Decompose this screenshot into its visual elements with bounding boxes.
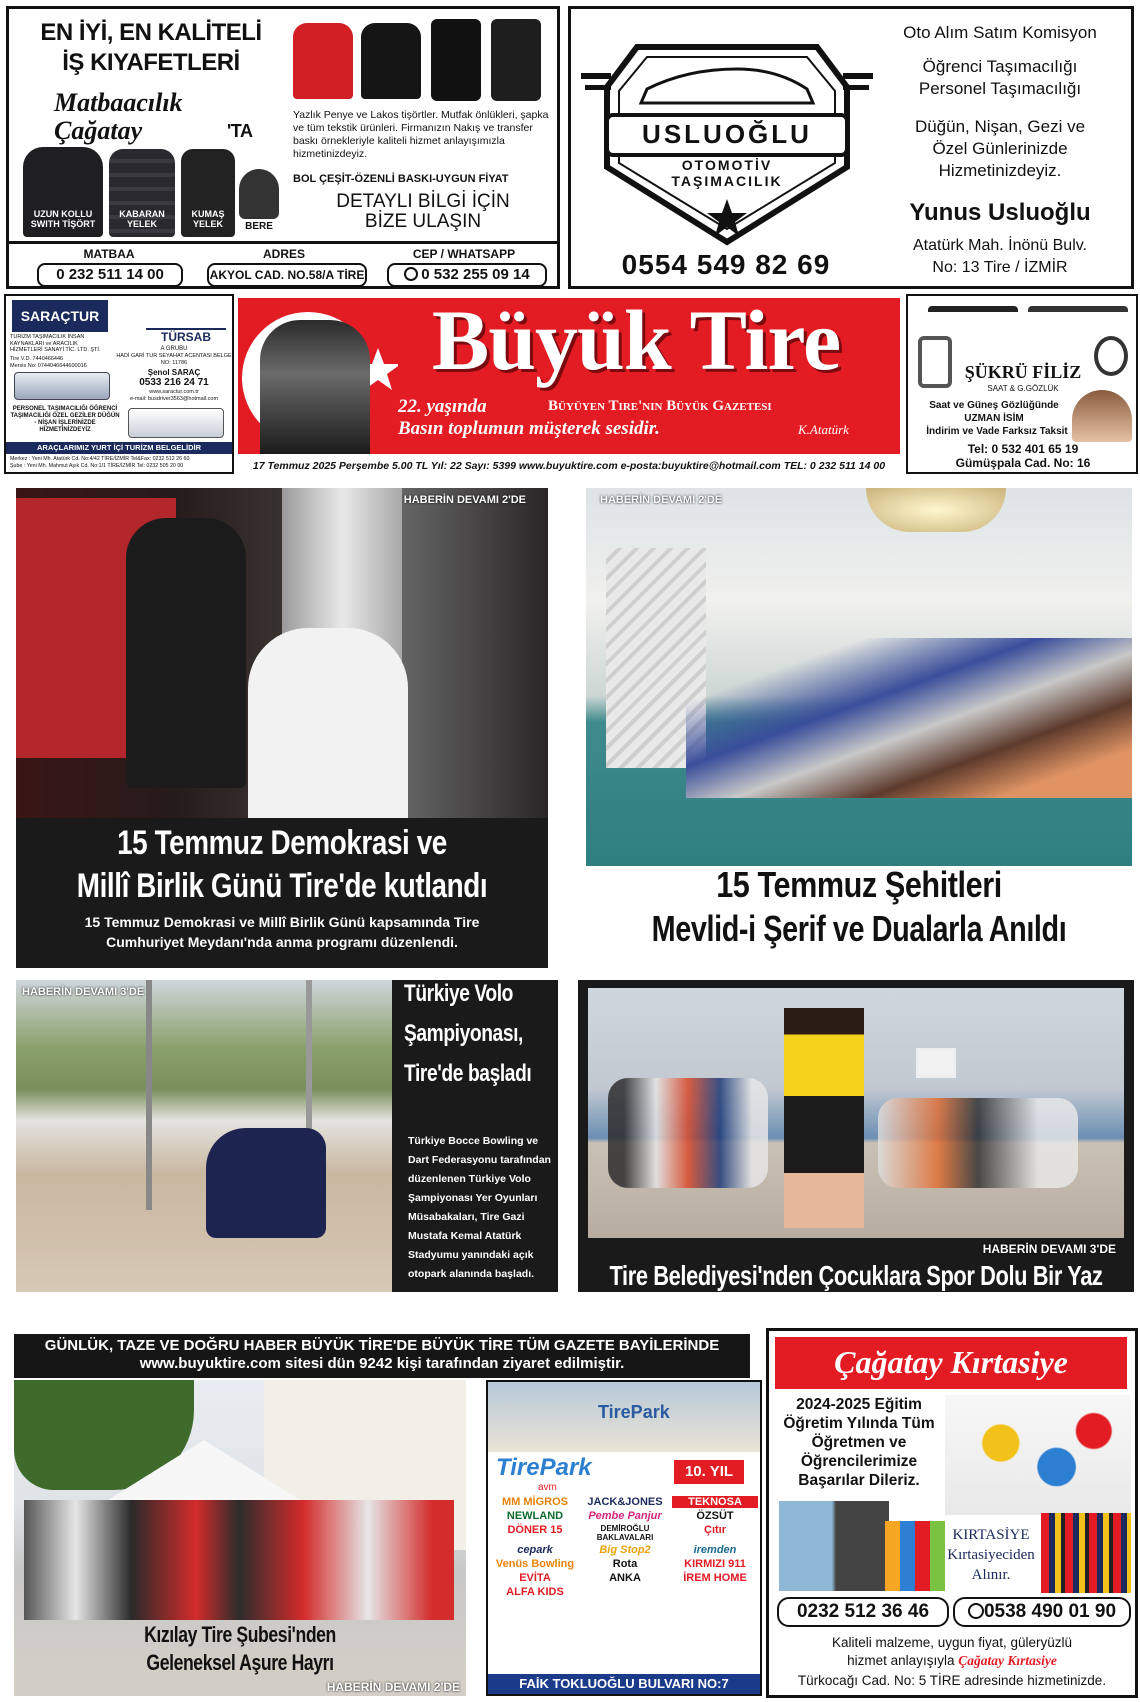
apron-image bbox=[491, 19, 541, 101]
brand-logo: Çıtır bbox=[704, 1524, 726, 1536]
person-photo bbox=[1072, 390, 1132, 442]
beanie-image bbox=[239, 169, 279, 219]
usluoglu-line-5: Özel Günlerinizde bbox=[932, 139, 1068, 158]
tursab-logo: TÜRSAB bbox=[146, 328, 226, 344]
saractur-web: www.saractur.com.tr bbox=[149, 389, 199, 395]
story-spor-photo bbox=[588, 988, 1124, 1238]
sunglasses-image bbox=[928, 306, 1018, 328]
sukru-filiz-line-2: UZMAN İSİM bbox=[964, 413, 1024, 424]
saractur-contact-phone: 0533 216 24 71 bbox=[139, 377, 209, 388]
usluoglu-address-1: Atatürk Mah. İnönü Bulv. bbox=[912, 237, 1087, 254]
product-label: UZUN KOLLU SWITH TİŞÖRT bbox=[30, 209, 96, 229]
logo-suffix: 'TA bbox=[227, 121, 253, 141]
story-sehitler bbox=[586, 488, 1132, 968]
story-demokrasi-summary-1: 15 Temmuz Demokrasi ve Millî Birlik Günü kapsamında Tire bbox=[84, 914, 480, 930]
story-volo-body: Türkiye Bocce Bowling ve Dart Federasyonu tarafından düzenlenen Türkiye Volo Şampiyonası Yer Oyunları Müsabakaları, Tire Gazi Mustafa Kemal Atatürk Stadyumu yanındaki açık otopark alanında başladı. bbox=[408, 1135, 551, 1280]
ad-promo: BOL ÇEŞİT-ÖZENLİ BASKI-UYGUN FİYAT bbox=[293, 173, 509, 185]
school-supplies-image bbox=[945, 1395, 1131, 1515]
story-volo-headline-3: Tire'de başladı bbox=[404, 1060, 532, 1087]
red-polo-image bbox=[293, 23, 353, 99]
kirtasiye-footer-brand: Çağatay Kırtasiye bbox=[958, 1653, 1057, 1668]
story-sehitler-tag: HABERİN DEVAMI 2'DE bbox=[600, 494, 723, 506]
masthead-dateline: 17 Temmuz 2025 Perşembe 5.00 TL Yıl: 22 Sayı: 5399 www.buyuktire.com e-posta:buyuktire@hotmail.com TEL: 0 232 511 14 00 bbox=[252, 460, 886, 472]
bottles-image bbox=[885, 1521, 945, 1591]
brand-logo: İREM HOME bbox=[683, 1572, 747, 1584]
player-image bbox=[206, 1128, 326, 1238]
saractur-logo: SARAÇTUR bbox=[12, 300, 108, 332]
sukru-filiz-brand: ŞÜKRÜ FİLİZ bbox=[964, 362, 1082, 382]
apron-image bbox=[431, 19, 481, 101]
saractur-mersis: Mersis No: 0744046644600016 bbox=[10, 363, 87, 369]
tirepark-logo: TirePark bbox=[496, 1454, 592, 1481]
brand-logo: EVİTA bbox=[519, 1572, 551, 1584]
whatsapp-icon bbox=[968, 1603, 984, 1619]
story-spor-tag: HABERİN DEVAMI 3'DE bbox=[982, 1242, 1116, 1256]
story-demokrasi-headline-box bbox=[16, 818, 548, 968]
minibus-image bbox=[128, 408, 224, 438]
story-volo-headline-1: Türkiye Volo bbox=[404, 980, 514, 1007]
tursab-agency: HADİ GARİ TUR SEYAHAT ACENTASI BELGE NO: 11786 bbox=[116, 353, 232, 366]
brand-logo: ÖZSÜT bbox=[696, 1510, 734, 1522]
ataturk-signature: K.Atatürk bbox=[798, 422, 849, 437]
ad-cagatay-matbaa bbox=[6, 6, 560, 289]
sukru-filiz-line-3: İndirim ve Vade Farksız Taksit bbox=[926, 426, 1068, 437]
saractur-company: TURİZM TAŞIMACILIK İNSAN KAYNAKLARI ve ARACILIK HİZMETLERİ SANAYİ TİC. LTD. ŞTİ. bbox=[10, 334, 101, 353]
ad-info-2: BİZE ULAŞIN bbox=[364, 211, 482, 232]
ad-headline-2: İŞ KIYAFETLERİ bbox=[62, 49, 240, 76]
kids-players-image bbox=[608, 1078, 768, 1188]
brand-logo: TEKNOSA bbox=[672, 1496, 758, 1508]
cagatay-matbaa-logo: Matbaacılık Çağatay bbox=[54, 88, 183, 145]
watch-image bbox=[918, 336, 952, 388]
sukru-filiz-brand-sub: SAAT & G.GÖZLÜK bbox=[987, 384, 1059, 393]
light-pole-image bbox=[146, 980, 152, 1210]
ad-sukru-filiz bbox=[906, 294, 1138, 474]
saractur-addr-merkez: Merkez : Yeni Mh. Atatürk Cd. No:4/42 TİRE/İZMİR Tel&Fax: 0232 512 26 60 bbox=[10, 456, 190, 462]
product-label: KUMAŞ YELEK bbox=[191, 209, 225, 229]
brand-logo: MM MİGROS bbox=[502, 1496, 568, 1508]
kirtasiye-brand: Çağatay Kırtasiye bbox=[775, 1337, 1127, 1389]
story-demokrasi-summary-2: Cumhuriyet Meydanı'nda anma programı düzenlendi. bbox=[106, 934, 458, 950]
usluoglu-phone: 0554 549 82 69 bbox=[621, 249, 831, 280]
sunglasses-image bbox=[1028, 306, 1128, 328]
ad-cagatay-kirtasiye bbox=[766, 1328, 1138, 1698]
brand-logo: ANKA bbox=[609, 1572, 641, 1584]
worshippers-image bbox=[686, 638, 1132, 798]
masthead-motto: Basın toplumun müşterek sesidir. bbox=[398, 418, 660, 439]
ad-saractur bbox=[4, 294, 234, 474]
brand-logo: Big Stop2 bbox=[599, 1544, 651, 1556]
masthead bbox=[238, 298, 900, 454]
brand-logo: NEWLAND bbox=[506, 1510, 564, 1522]
brand-logo: JACK&JONES bbox=[587, 1496, 663, 1508]
saractur-tax: Tire V.D. 7440466446 bbox=[10, 356, 64, 362]
usluoglu-badge-sub: OTOMOTİV TAŞIMACILIK bbox=[671, 157, 783, 189]
kirtasiye-label-1: KIRTASİYE bbox=[952, 1527, 1030, 1543]
saractur-contact-name: Şenol SARAÇ bbox=[147, 368, 201, 377]
watch-image bbox=[1094, 336, 1128, 376]
usluoglu-line-4: Düğün, Nişan, Gezi ve bbox=[914, 117, 1086, 136]
sukru-filiz-phone: Tel: 0 532 401 65 19 bbox=[967, 442, 1079, 456]
masthead-title: Büyük Tire bbox=[431, 298, 841, 388]
usluoglu-line-6: Hizmetinizdeyiz. bbox=[938, 161, 1062, 180]
story-volo bbox=[16, 980, 558, 1292]
story-demokrasi bbox=[16, 488, 548, 968]
tirepark-photo bbox=[488, 1382, 760, 1452]
saractur-addr-sube: Şube : Yeni Mh. Mahmut Aşık Cd. No:1/1 TİRE/İZMİR Tel: 0232 505 20 00 bbox=[10, 463, 184, 469]
brand-logo: ALFA KIDS bbox=[506, 1586, 564, 1598]
banner-line-1: GÜNLÜK, TAZE VE DOĞRU HABER BÜYÜK TİRE'DE BÜYÜK TİRE TÜM GAZETE BAYİLERİNDE bbox=[44, 1337, 720, 1354]
story-sehitler-headline-2: Mevlid-i Şerif ve Dualarla Anıldı bbox=[651, 908, 1067, 949]
volunteers-group-image bbox=[24, 1500, 454, 1620]
brand-logo: Pembe Panjur bbox=[588, 1510, 662, 1522]
product-label: BERE bbox=[245, 221, 273, 232]
tshirt-images bbox=[291, 17, 549, 105]
kirtasiye-footer-3: Türkocağı Cad. No: 5 TİRE adresinde hizmetinizde. bbox=[797, 1673, 1107, 1688]
girl-player-image bbox=[784, 1008, 864, 1228]
tirepark-brand-grid bbox=[492, 1496, 758, 1664]
sukru-filiz-address: Gümüşpala Cad. No: 16 bbox=[955, 456, 1091, 470]
brand-logo: Venüs Bowling bbox=[495, 1558, 575, 1570]
story-demokrasi-headline-1: 15 Temmuz Demokrasi ve bbox=[117, 824, 447, 862]
story-volo-tag: HABERİN DEVAMI 3'DE bbox=[22, 986, 145, 998]
story-volo-headline-2: Şampiyonası, bbox=[404, 1020, 523, 1047]
brand-logo: DÖNER 15 bbox=[507, 1524, 563, 1536]
tirepark-address: FAİK TOKLUOĞLU BULVARI NO:7 bbox=[488, 1674, 760, 1694]
chandelier-image bbox=[866, 488, 1006, 532]
masthead-slogan: Büyüyen Tire'nin Büyük Gazetesi bbox=[548, 398, 772, 414]
phone-matbaa: 0 232 511 14 00 bbox=[37, 263, 183, 287]
kirtasiye-footer-2a: hizmet anlayışıyla bbox=[847, 1653, 955, 1668]
story-spor-headline: Tire Belediyesi'nden Çocuklara Spor Dolu Bir Yaz bbox=[609, 1260, 1103, 1291]
usluoglu-line-1: Oto Alım Satım Komisyon bbox=[903, 23, 1097, 42]
ad-tirepark bbox=[486, 1380, 762, 1696]
story-kizilay-tag: HABERİN DEVAMI 2'DE bbox=[326, 1680, 460, 1694]
story-spor bbox=[578, 980, 1134, 1292]
ad-headline-1: EN İYİ, EN KALİTELİ bbox=[40, 19, 262, 46]
bus-image bbox=[14, 372, 110, 400]
books-image bbox=[1041, 1513, 1131, 1593]
kirtasiye-phone-2: 0538 490 01 90 bbox=[983, 1601, 1117, 1622]
kirtasiye-phone-2-box bbox=[953, 1597, 1131, 1627]
story-demokrasi-headline-2: Millî Birlik Günü Tire'de kutlandı bbox=[76, 867, 488, 905]
banner-line-2: www.buyuktire.com sitesi dün 9242 kişi tarafından ziyaret edilmiştir. bbox=[139, 1355, 625, 1372]
story-kizilay-photo bbox=[14, 1380, 466, 1696]
usluoglu-address-2: No: 13 Tire / İZMİR bbox=[932, 259, 1068, 276]
kirtasiye-message: 2024-2025 Eğitim Öğretim Yılında Tüm Öğretmen ve Öğrencilerimize Başarılar Dileriz. bbox=[783, 1396, 935, 1489]
address-matbaa: AKYOL CAD. NO.58/A TİRE bbox=[207, 263, 367, 287]
usluoglu-badge-name: USLUOĞLU bbox=[642, 119, 812, 149]
story-kizilay bbox=[14, 1380, 466, 1696]
story-demokrasi-photo bbox=[16, 488, 548, 818]
saractur-banner: ARAÇLARIMIZ YURT İÇİ TURİZM BELGELİDİR bbox=[6, 442, 232, 454]
brand-logo: KIRMIZI 911 bbox=[684, 1558, 746, 1570]
saractur-services: PERSONEL TAŞIMACILIĞI ÖĞRENCİ TAŞIMACILIĞI ÖZEL GEZİLER DÜĞÜN - NİŞAN İŞLERİNİZDE HİZMETİNİZDEYİZ bbox=[10, 406, 120, 433]
story-sehitler-photo bbox=[586, 488, 1132, 866]
kirtasiye-phone-1: 0232 512 36 46 bbox=[777, 1597, 949, 1627]
phone-whatsapp-number: 0 532 255 09 14 bbox=[421, 266, 530, 283]
brand-logo: DEMİROĞLU BAKLAVALARI bbox=[596, 1524, 654, 1542]
tirepark-sign: TirePark bbox=[598, 1402, 670, 1422]
label-cep: CEP / WHATSAPP bbox=[412, 247, 516, 261]
kirtasiye-footer-2 bbox=[769, 1653, 1135, 1669]
kirtasiye-label-2: Kırtasiyeciden bbox=[947, 1547, 1035, 1563]
statue-image bbox=[126, 518, 246, 788]
usluoglu-line-2: Öğrenci Taşımacılığı bbox=[922, 57, 1078, 76]
ad-description: Yazlık Penye ve Lakos tişörtler. Mutfak önlükleri, şapka ve tüm tekstik ürünleri. Firmanızın Nakış ve transfer baskı örnekleriyle kaliteli hizmet anlayışımızla hizmetinizdeyiz. bbox=[293, 109, 549, 160]
story-kizilay-headline-2: Geleneksel Aşure Hayrı bbox=[146, 1650, 334, 1675]
story-volo-photo bbox=[16, 980, 392, 1292]
phone-whatsapp bbox=[387, 263, 547, 287]
usluoglu-line-3: Personel Taşımacılığı bbox=[918, 79, 1082, 98]
sukru-filiz-line-1: Saat ve Güneş Gözlüğünde bbox=[929, 400, 1059, 411]
black-polo-image bbox=[361, 23, 421, 99]
site-banner bbox=[14, 1334, 750, 1378]
label-adres: ADRES bbox=[262, 247, 305, 261]
masthead-anniversary: 22. yaşında bbox=[398, 396, 487, 417]
ad-info-1: DETAYLI BİLGİ İÇİN bbox=[336, 191, 510, 212]
singer-image bbox=[248, 628, 408, 818]
story-demokrasi-tag: HABERİN DEVAMI 2'DE bbox=[403, 494, 526, 506]
backpacks-image bbox=[779, 1501, 889, 1591]
basketball-hoop-image bbox=[916, 1048, 956, 1078]
brand-logo: iremden bbox=[693, 1544, 737, 1556]
kids-players-image bbox=[878, 1098, 1078, 1188]
whatsapp-icon bbox=[404, 267, 418, 281]
kirtasiye-label-3: Alınır. bbox=[971, 1567, 1011, 1583]
tirepark-years: 10. YIL bbox=[674, 1460, 744, 1484]
usluoglu-owner: Yunus Usluoğlu bbox=[909, 199, 1091, 226]
kirtasiye-footer-1: Kaliteli malzeme, uygun fiyat, güleryüzlü bbox=[831, 1635, 1073, 1650]
brand-logo: cepark bbox=[517, 1544, 553, 1556]
story-sehitler-headline-1: 15 Temmuz Şehitleri bbox=[716, 864, 1002, 905]
product-label: KABARAN YELEK bbox=[119, 209, 165, 229]
brand-logo: Rota bbox=[612, 1558, 638, 1570]
tursab-sub: A GRUBU bbox=[160, 346, 188, 352]
tirepark-logo-sub: avm bbox=[538, 1482, 557, 1493]
ataturk-portrait bbox=[260, 320, 370, 454]
saractur-email: e-mail: busdriver3563@hotmail.com bbox=[129, 396, 219, 402]
story-kizilay-headline-1: Kızılay Tire Şubesi'nden bbox=[144, 1622, 336, 1647]
ad-usluoglu bbox=[568, 6, 1134, 289]
label-matbaa: MATBAA bbox=[83, 247, 135, 261]
